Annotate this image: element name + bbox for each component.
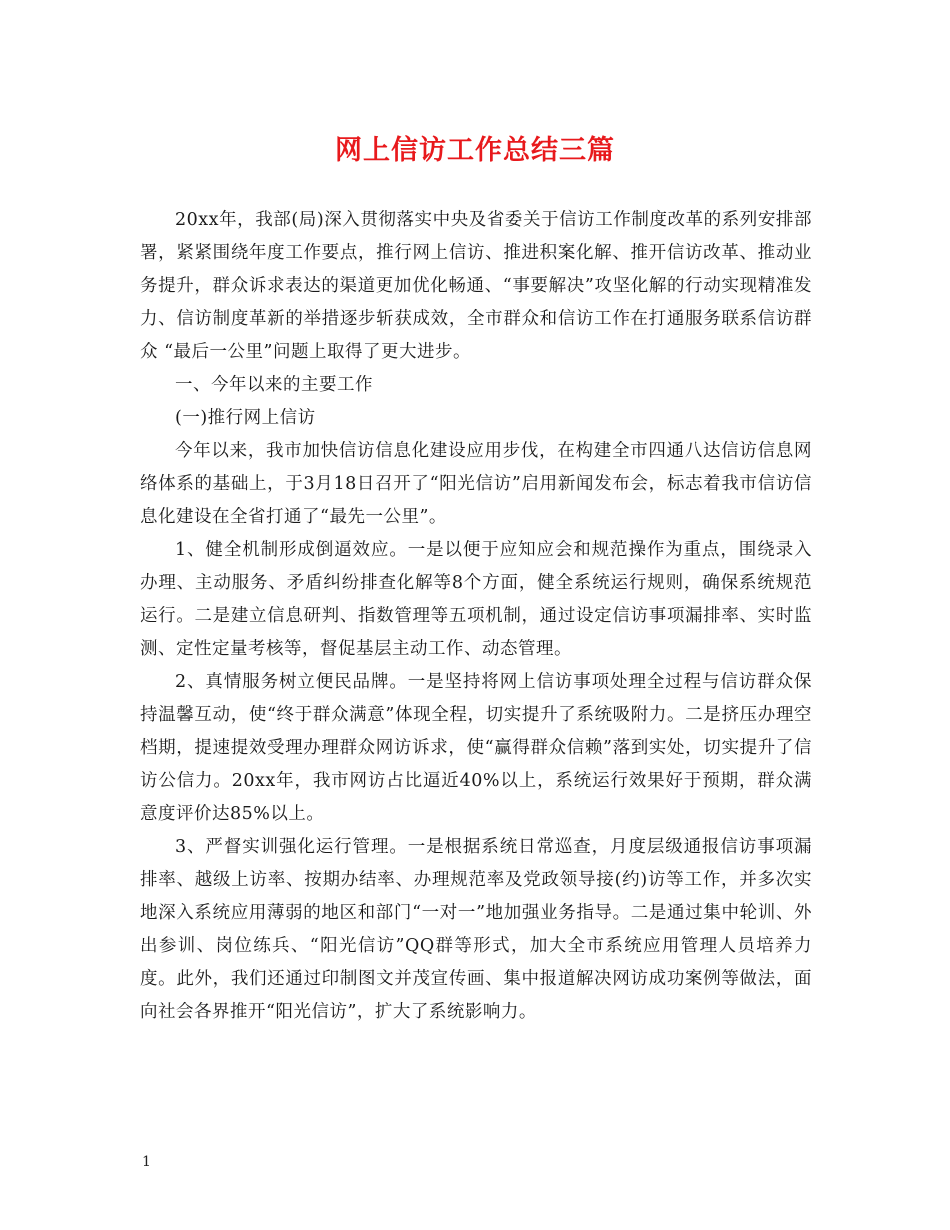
paragraph-item-1: 1、健全机制形成倒逼效应。一是以便于应知应会和规范操作为重点，围绕录入办理、主动服务、矛盾纠纷排查化解等8个方面，健全系统运行规则，确保系统规范运行。二是建立信息研判、指数管理等五项机制，通过设定信访事项漏排率、实时监测、定性定量考核等，督促基层主动工作、动态管理。 [140, 540, 812, 659]
document-body [140, 204, 812, 1029]
paragraph-item-2: 2、真情服务树立便民品牌。一是坚持将网上信访事项处理全过程与信访群众保持温馨互动，使“终于群众满意”体现全程，切实提升了系统吸附力。二是挤压办理空档期，提速提效受理办理群众网访诉求，使“赢得群众信赖”落到实处，切实提升了信访公信力。20xx年，我市网访占比逼近40%以上，系统运行效果好于预期，群众满意度评价达85%以上。 [140, 672, 812, 824]
paragraph-informatization: 今年以来，我市加快信访信息化建设应用步伐，在构建全市四通八达信访信息网络体系的基础上，于3月18日召开了“阳光信访”启用新闻发布会，标志着我市信访信息化建设在全省打通了“最先一公里”。 [140, 441, 812, 527]
document-title: 网上信访工作总结三篇 [335, 135, 615, 166]
paragraph-item-3: 3、严督实训强化运行管理。一是根据系统日常巡查，月度层级通报信访事项漏排率、越级上访率、按期办结率、办理规范率及党政领导接(约)访等工作，并多次实地深入系统应用薄弱的地区和部门“一对一”地加强业务指导。二是通过集中轮训、外出参训、岗位练兵、“阳光信访”QQ群等形式，加大全市系统应用管理人员培养力度。此外，我们还通过印制图文并茂宣传画、集中报道解决网访成功案例等做法，面向社会各界推开“阳光信访”，扩大了系统影响力。 [140, 837, 812, 1022]
heading-online-petition: (一)推行网上信访 [175, 408, 316, 428]
paragraph-intro: 20xx年，我部(局)深入贯彻落实中央及省委关于信访工作制度改革的系列安排部署，紧紧围绕年度工作要点，推行网上信访、推进积案化解、推开信访改革、推动业务提升，群众诉求表达的渠道更加优化畅通、“事要解决”攻坚化解的行动实现精准发力、信访制度革新的举措逐步斩获成效，全市群众和信访工作在打通服务联系信访群众 “最后一公里”问题上取得了更大进步。 [140, 210, 812, 362]
heading-main-work: 一、今年以来的主要工作 [175, 375, 373, 395]
page-number: 1 [142, 1154, 151, 1170]
